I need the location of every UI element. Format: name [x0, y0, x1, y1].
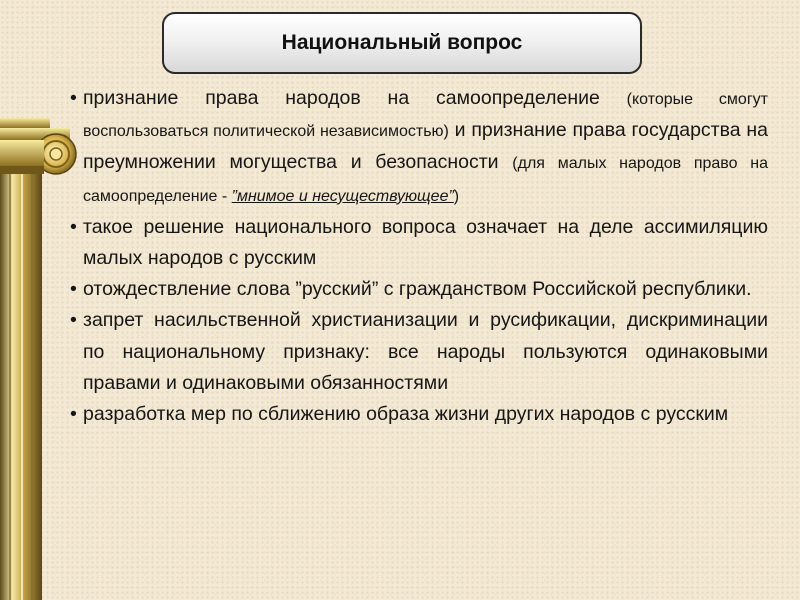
- list-item: [70, 212, 768, 274]
- bullet-text: отождествление слова ”русский” с гражданством Российской республики.: [83, 278, 752, 301]
- bullet-text: разработка мер по сближению образа жизни других народов с русским: [83, 403, 729, 426]
- bullet-text: признание права народов на самоопределение: [83, 87, 627, 109]
- bullet-text: такое решение национального вопроса означает на деле ассимиляцию малых народов с русским: [83, 215, 768, 270]
- list-item: [70, 305, 768, 399]
- list-item: [70, 399, 768, 430]
- bullet-aside: ): [453, 187, 460, 205]
- title-box: [162, 12, 642, 74]
- quote-text: ”мнимое и несуществующее”: [231, 187, 454, 205]
- bullet-aside: (для малых народов право на самоопределение -: [83, 155, 768, 205]
- bullet-aside: (которые смогут воспользоваться политической независимостью): [83, 91, 768, 141]
- page-title: Национальный вопрос: [281, 31, 523, 54]
- list-item: [70, 83, 768, 212]
- bullet-text: запрет насильственной христианизации и русификации, дискриминации по национальному признаку: все народы пользуются одинаковыми правами и одинаковыми обязанностями: [83, 309, 768, 394]
- ionic-column-icon: [0, 118, 80, 600]
- bullet-list: [70, 83, 768, 430]
- bullet-text: и признание права государства на преумножении могущества и безопасности: [83, 119, 768, 174]
- list-item: [70, 274, 768, 305]
